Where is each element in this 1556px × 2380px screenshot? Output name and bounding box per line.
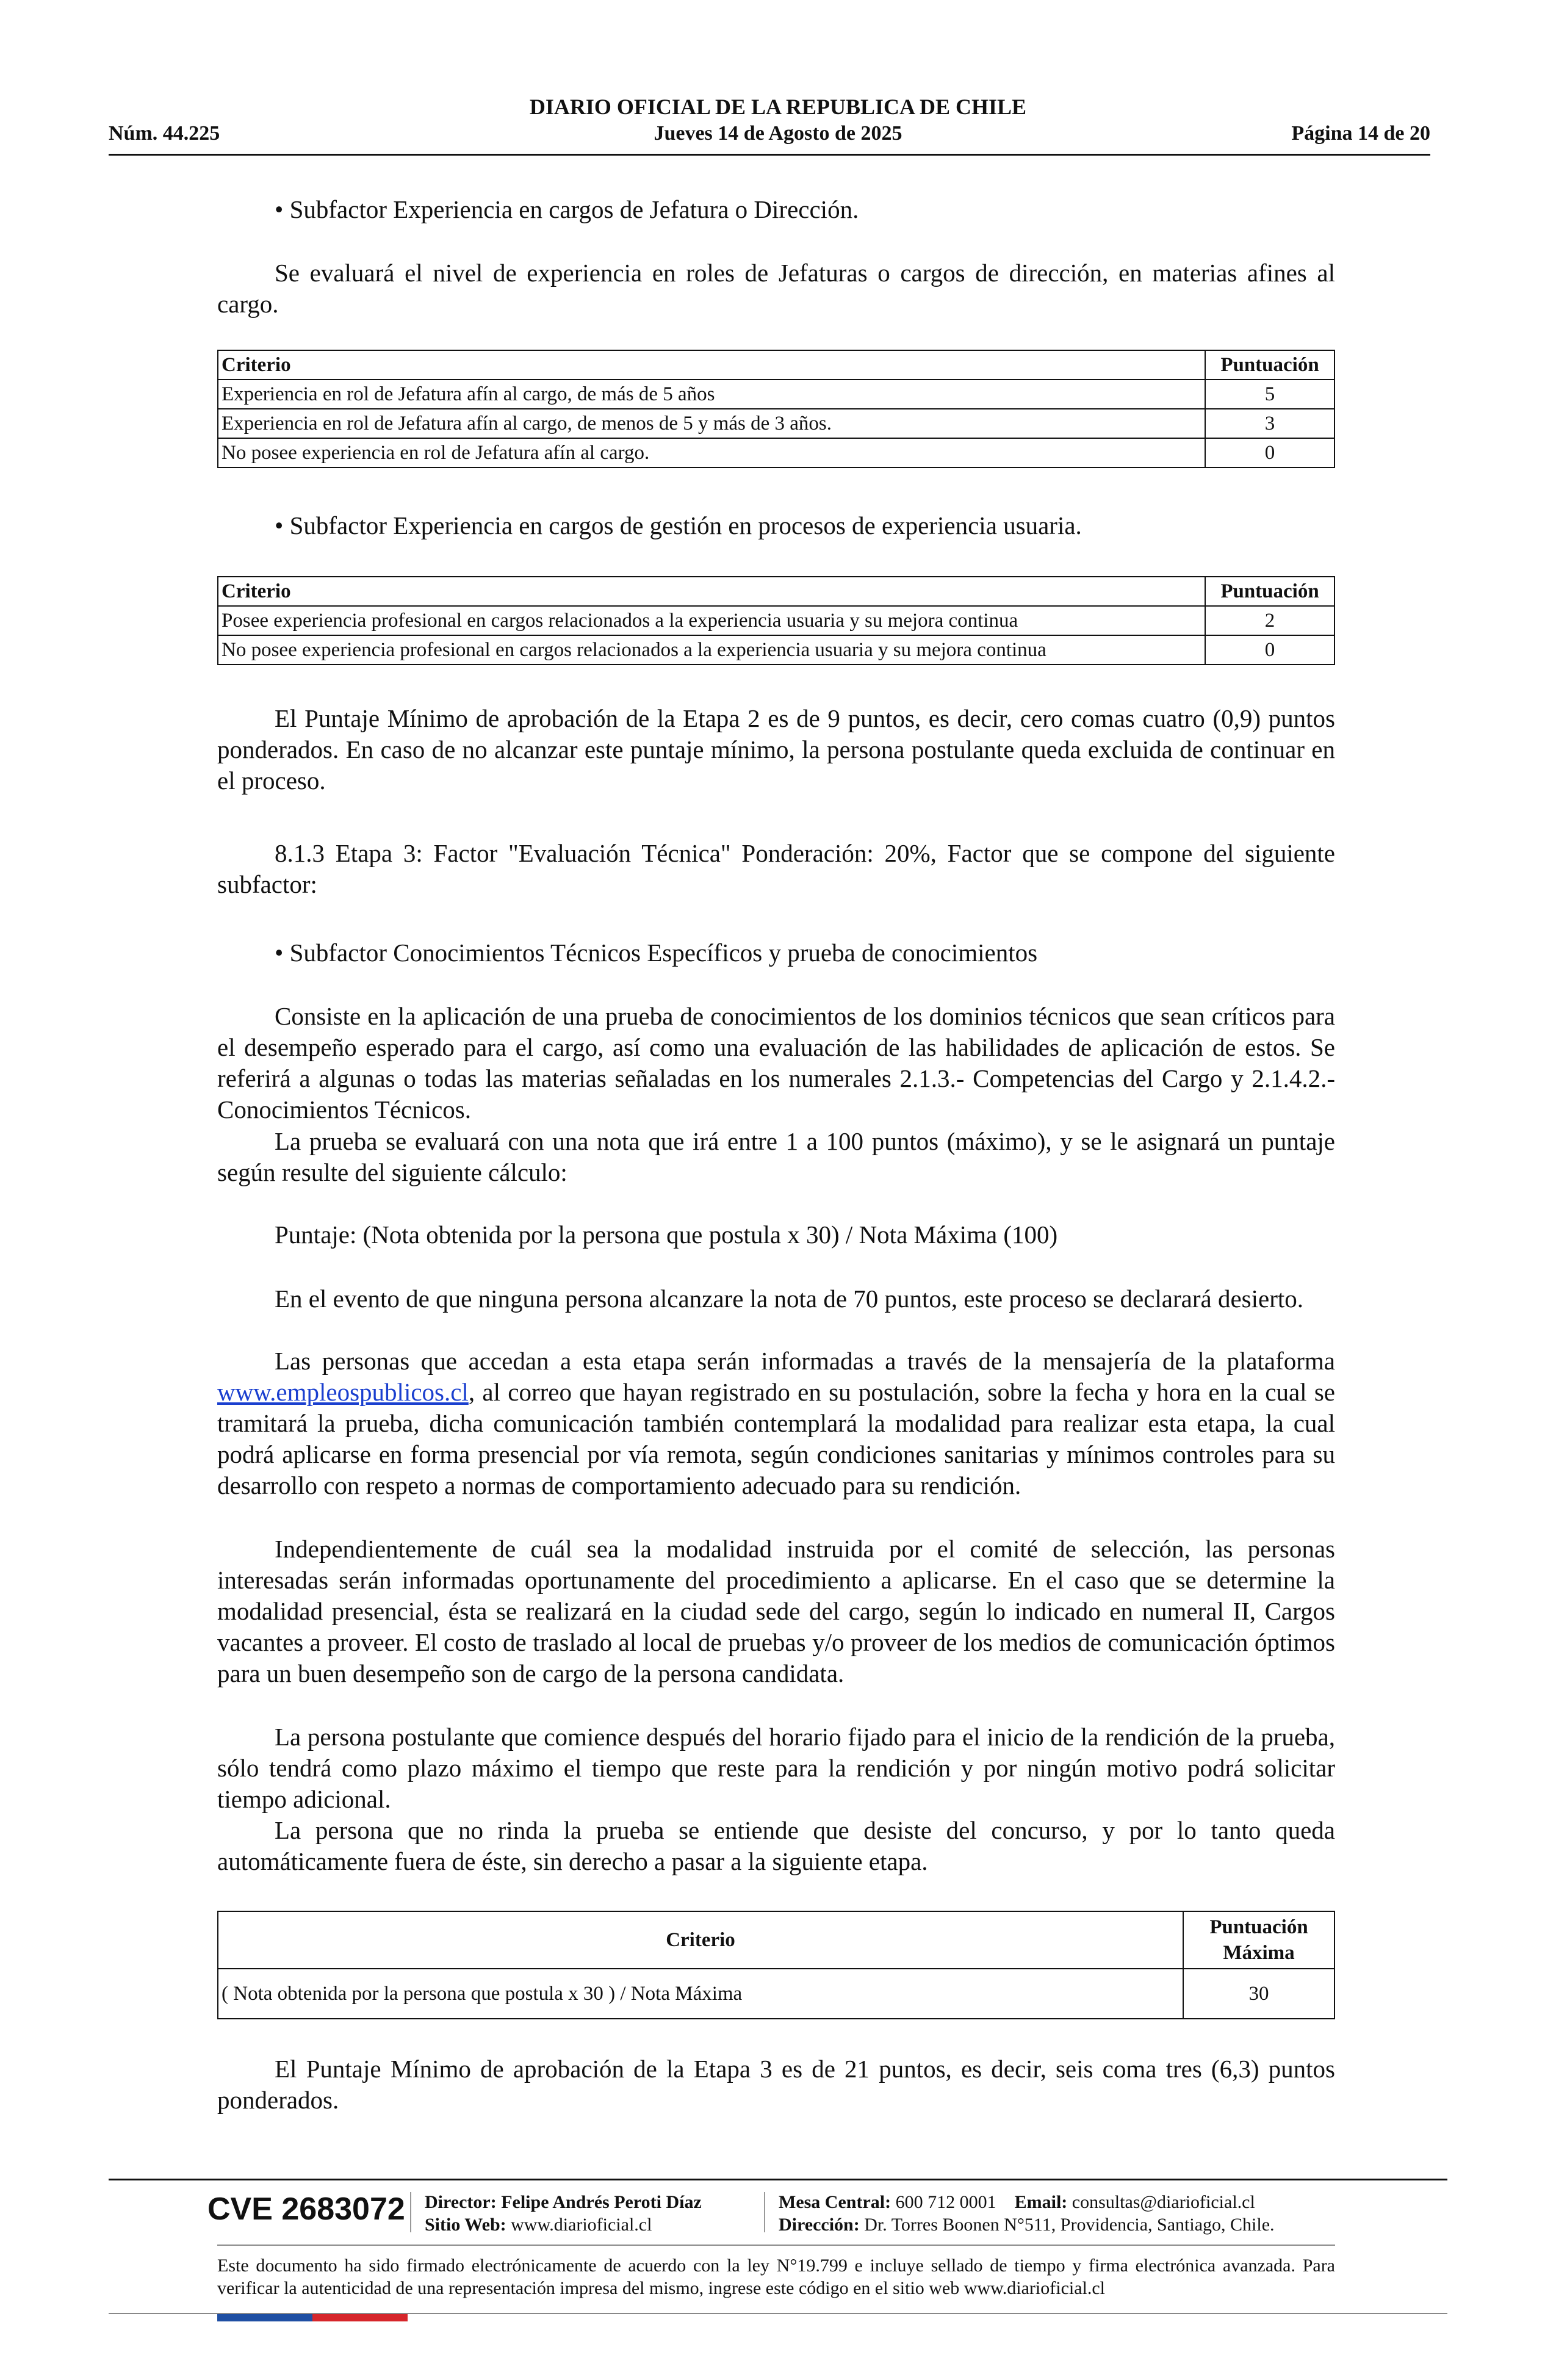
subfactor-heading-experiencia-usuaria: • Subfactor Experiencia en cargos de gestión en procesos de experiencia usuaria.	[275, 511, 1082, 539]
footer-director-block	[425, 2191, 702, 2236]
table-header-criterio: Criterio	[218, 1911, 1183, 1969]
paragraph-no-rinda: La persona que no rinda la prueba se entiende que desiste del concurso, y por lo tanto queda automáticamente fuera de éste, sin derecho a pasar a la siguiente etapa.	[217, 1816, 1335, 1875]
paragraph-modalidad: Independientemente de cuál sea la modalidad instruida por el comité de selección, las personas interesadas serán informadas oportunamente del procedimiento a aplicarse. En el caso que se determine la modalidad presencial, ésta se realizará en la ciudad sede del cargo, según lo indicado en numeral II, Cargos vacantes a proveer. El costo de traslado al local de pruebas y/o proveer de los medios de comunicación óptimos para un buen desempeño son de cargo de la persona candidata.	[217, 1535, 1335, 1687]
mesa-label: Mesa Central:	[779, 2192, 891, 2212]
table-cell-criterio: No posee experiencia en rol de Jefatura afín al cargo.	[218, 438, 1205, 467]
paragraph-mensajeria	[217, 1346, 1335, 1501]
table-cell-criterio: Posee experiencia profesional en cargos relacionados a la experiencia usuaria y su mejora continua	[218, 606, 1205, 635]
table-row	[218, 380, 1334, 409]
subfactor-heading-conocimientos: • Subfactor Conocimientos Técnicos Específicos y prueba de conocimientos	[275, 939, 1038, 967]
paragraph-text: , al correo que hayan registrado en su postulación, sobre la fecha y hora en la cual se tramitará la prueba, dicha comunicación también contemplará la modalidad para realizar esta etapa, la cual podrá aplicarse en forma presencial por vía remota, según condiciones sanitarias y mínimos controles para su desarrollo con respeto a normas de comportamiento adecuado para su rendición.	[217, 1378, 1335, 1499]
table-row	[218, 635, 1334, 665]
table-header-puntuacion: Puntuación	[1205, 350, 1334, 380]
table-cell-puntuacion: 0	[1205, 438, 1334, 467]
mesa-phone: 600 712 0001	[895, 2192, 996, 2212]
table-cell-criterio: No posee experiencia profesional en cargos relacionados a la experiencia usuaria y su mejora continua	[218, 635, 1205, 665]
footer-disclaimer: Este documento ha sido firmado electrónicamente de acuerdo con la ley N°19.799 e incluye sellado de tiempo y firma electrónica avanzada. Para verificar la autenticidad de una representación impresa del mismo, ingrese este código en el sitio web www.diarioficial.cl	[217, 2256, 1335, 2298]
table-row	[218, 438, 1334, 467]
table-row	[218, 1969, 1334, 2019]
header-rule	[109, 154, 1430, 156]
table-row	[218, 409, 1334, 438]
paragraph-prueba-descripcion: Consiste en la aplicación de una prueba de conocimientos de los dominios técnicos que sean críticos para el desempeño esperado para el cargo, así como una evaluación de las habilidades de aplicación de estos. Se referirá a algunas o todas las materias señaladas en los numerales 2.1.3.- Competencias del Cargo y 2.1.4.2.- Conocimientos Técnicos.	[217, 1002, 1335, 1123]
address-text: Dr. Torres Boonen N°511, Providencia, Santiago, Chile.	[864, 2215, 1275, 2235]
paragraph-desierto: En el evento de que ninguna persona alcanzare la nota de 70 puntos, este proceso se declarará desierto.	[275, 1285, 1303, 1313]
flag-stripe-blue	[217, 2314, 312, 2321]
table-header-criterio: Criterio	[218, 350, 1205, 380]
table-cell-criterio: ( Nota obtenida por la persona que postula x 30 ) / Nota Máxima	[218, 1969, 1183, 2019]
email-address: consultas@diarioficial.cl	[1072, 2192, 1255, 2212]
publication-date: Jueves 14 de Agosto de 2025	[654, 122, 902, 145]
director-name: Felipe Andrés Peroti Díaz	[501, 2192, 702, 2212]
table-cell-criterio: Experiencia en rol de Jefatura afín al cargo, de más de 5 años	[218, 380, 1205, 409]
site-label: Sitio Web:	[425, 2215, 506, 2235]
footer-mid-rule	[217, 2245, 1335, 2246]
table-row	[218, 606, 1334, 635]
email-label: Email:	[1014, 2192, 1068, 2212]
subfactor-heading-jefatura: • Subfactor Experiencia en cargos de Jefatura o Dirección.	[275, 195, 859, 223]
address-label: Dirección:	[779, 2215, 860, 2235]
paragraph-text: Las personas que accedan a esta etapa serán informadas a través de la mensajería de la plataforma	[275, 1347, 1335, 1375]
table-header-puntuacion-maxima: Puntuación Máxima	[1183, 1911, 1334, 1969]
table-cell-puntuacion: 2	[1205, 606, 1334, 635]
table-cell-criterio: Experiencia en rol de Jefatura afín al cargo, de menos de 5 y más de 3 años.	[218, 409, 1205, 438]
cve-code: CVE 2683072	[207, 2191, 405, 2227]
director-label: Director:	[425, 2192, 497, 2212]
table-cell-puntuacion: 30	[1183, 1969, 1334, 2019]
flag-stripe-red	[312, 2314, 408, 2321]
table-experiencia-usuaria	[217, 576, 1335, 665]
formula-puntaje: Puntaje: (Nota obtenida por la persona que postula x 30) / Nota Máxima (100)	[275, 1221, 1058, 1249]
table-jefatura	[217, 350, 1335, 468]
table-cell-puntuacion: 3	[1205, 409, 1334, 438]
table-header-criterio: Criterio	[218, 577, 1205, 606]
table-cell-puntuacion: 5	[1205, 380, 1334, 409]
page-number: Página 14 de 20	[1291, 122, 1430, 145]
paragraph-jefatura-intro: Se evaluará el nivel de experiencia en roles de Jefaturas o cargos de dirección, en materias afines al cargo.	[217, 259, 1335, 318]
footer-contact-block	[779, 2191, 1275, 2236]
site-url: www.diarioficial.cl	[511, 2215, 652, 2235]
paragraph-etapa2-minimo: El Puntaje Mínimo de aprobación de la Etapa 2 es de 9 puntos, es decir, cero comas cuatro (0,9) puntos ponderados. En caso de no alcanzar este puntaje mínimo, la persona postulante queda excluida de continuar en el proceso.	[217, 704, 1335, 795]
footer-divider	[764, 2192, 765, 2232]
table-cell-puntuacion: 0	[1205, 635, 1334, 665]
empleospublicos-link[interactable]: www.empleospublicos.cl	[217, 1378, 469, 1406]
publication-title: DIARIO OFICIAL DE LA REPUBLICA DE CHILE	[529, 95, 1027, 119]
paragraph-etapa3-minimo: El Puntaje Mínimo de aprobación de la Etapa 3 es de 21 puntos, es decir, seis coma tres (6,3) puntos ponderados.	[217, 2055, 1335, 2114]
issue-number: Núm. 44.225	[109, 122, 220, 145]
footer-divider	[410, 2192, 411, 2232]
table-header-puntuacion: Puntuación	[1205, 577, 1334, 606]
table-evaluacion-tecnica	[217, 1911, 1335, 2019]
paragraph-horario: La persona postulante que comience después del horario fijado para el inicio de la rendición de la prueba, sólo tendrá como plazo máximo el tiempo que reste para la rendición y por ningún motivo podrá solicitar tiempo adicional.	[217, 1723, 1335, 1813]
footer-top-rule	[109, 2179, 1447, 2180]
paragraph-prueba-nota: La prueba se evaluará con una nota que irá entre 1 a 100 puntos (máximo), y se le asignará un puntaje según resulte del siguiente cálculo:	[217, 1127, 1335, 1186]
paragraph-etapa3-factor: 8.1.3 Etapa 3: Factor "Evaluación Técnica" Ponderación: 20%, Factor que se compone del siguiente subfactor:	[217, 839, 1335, 898]
